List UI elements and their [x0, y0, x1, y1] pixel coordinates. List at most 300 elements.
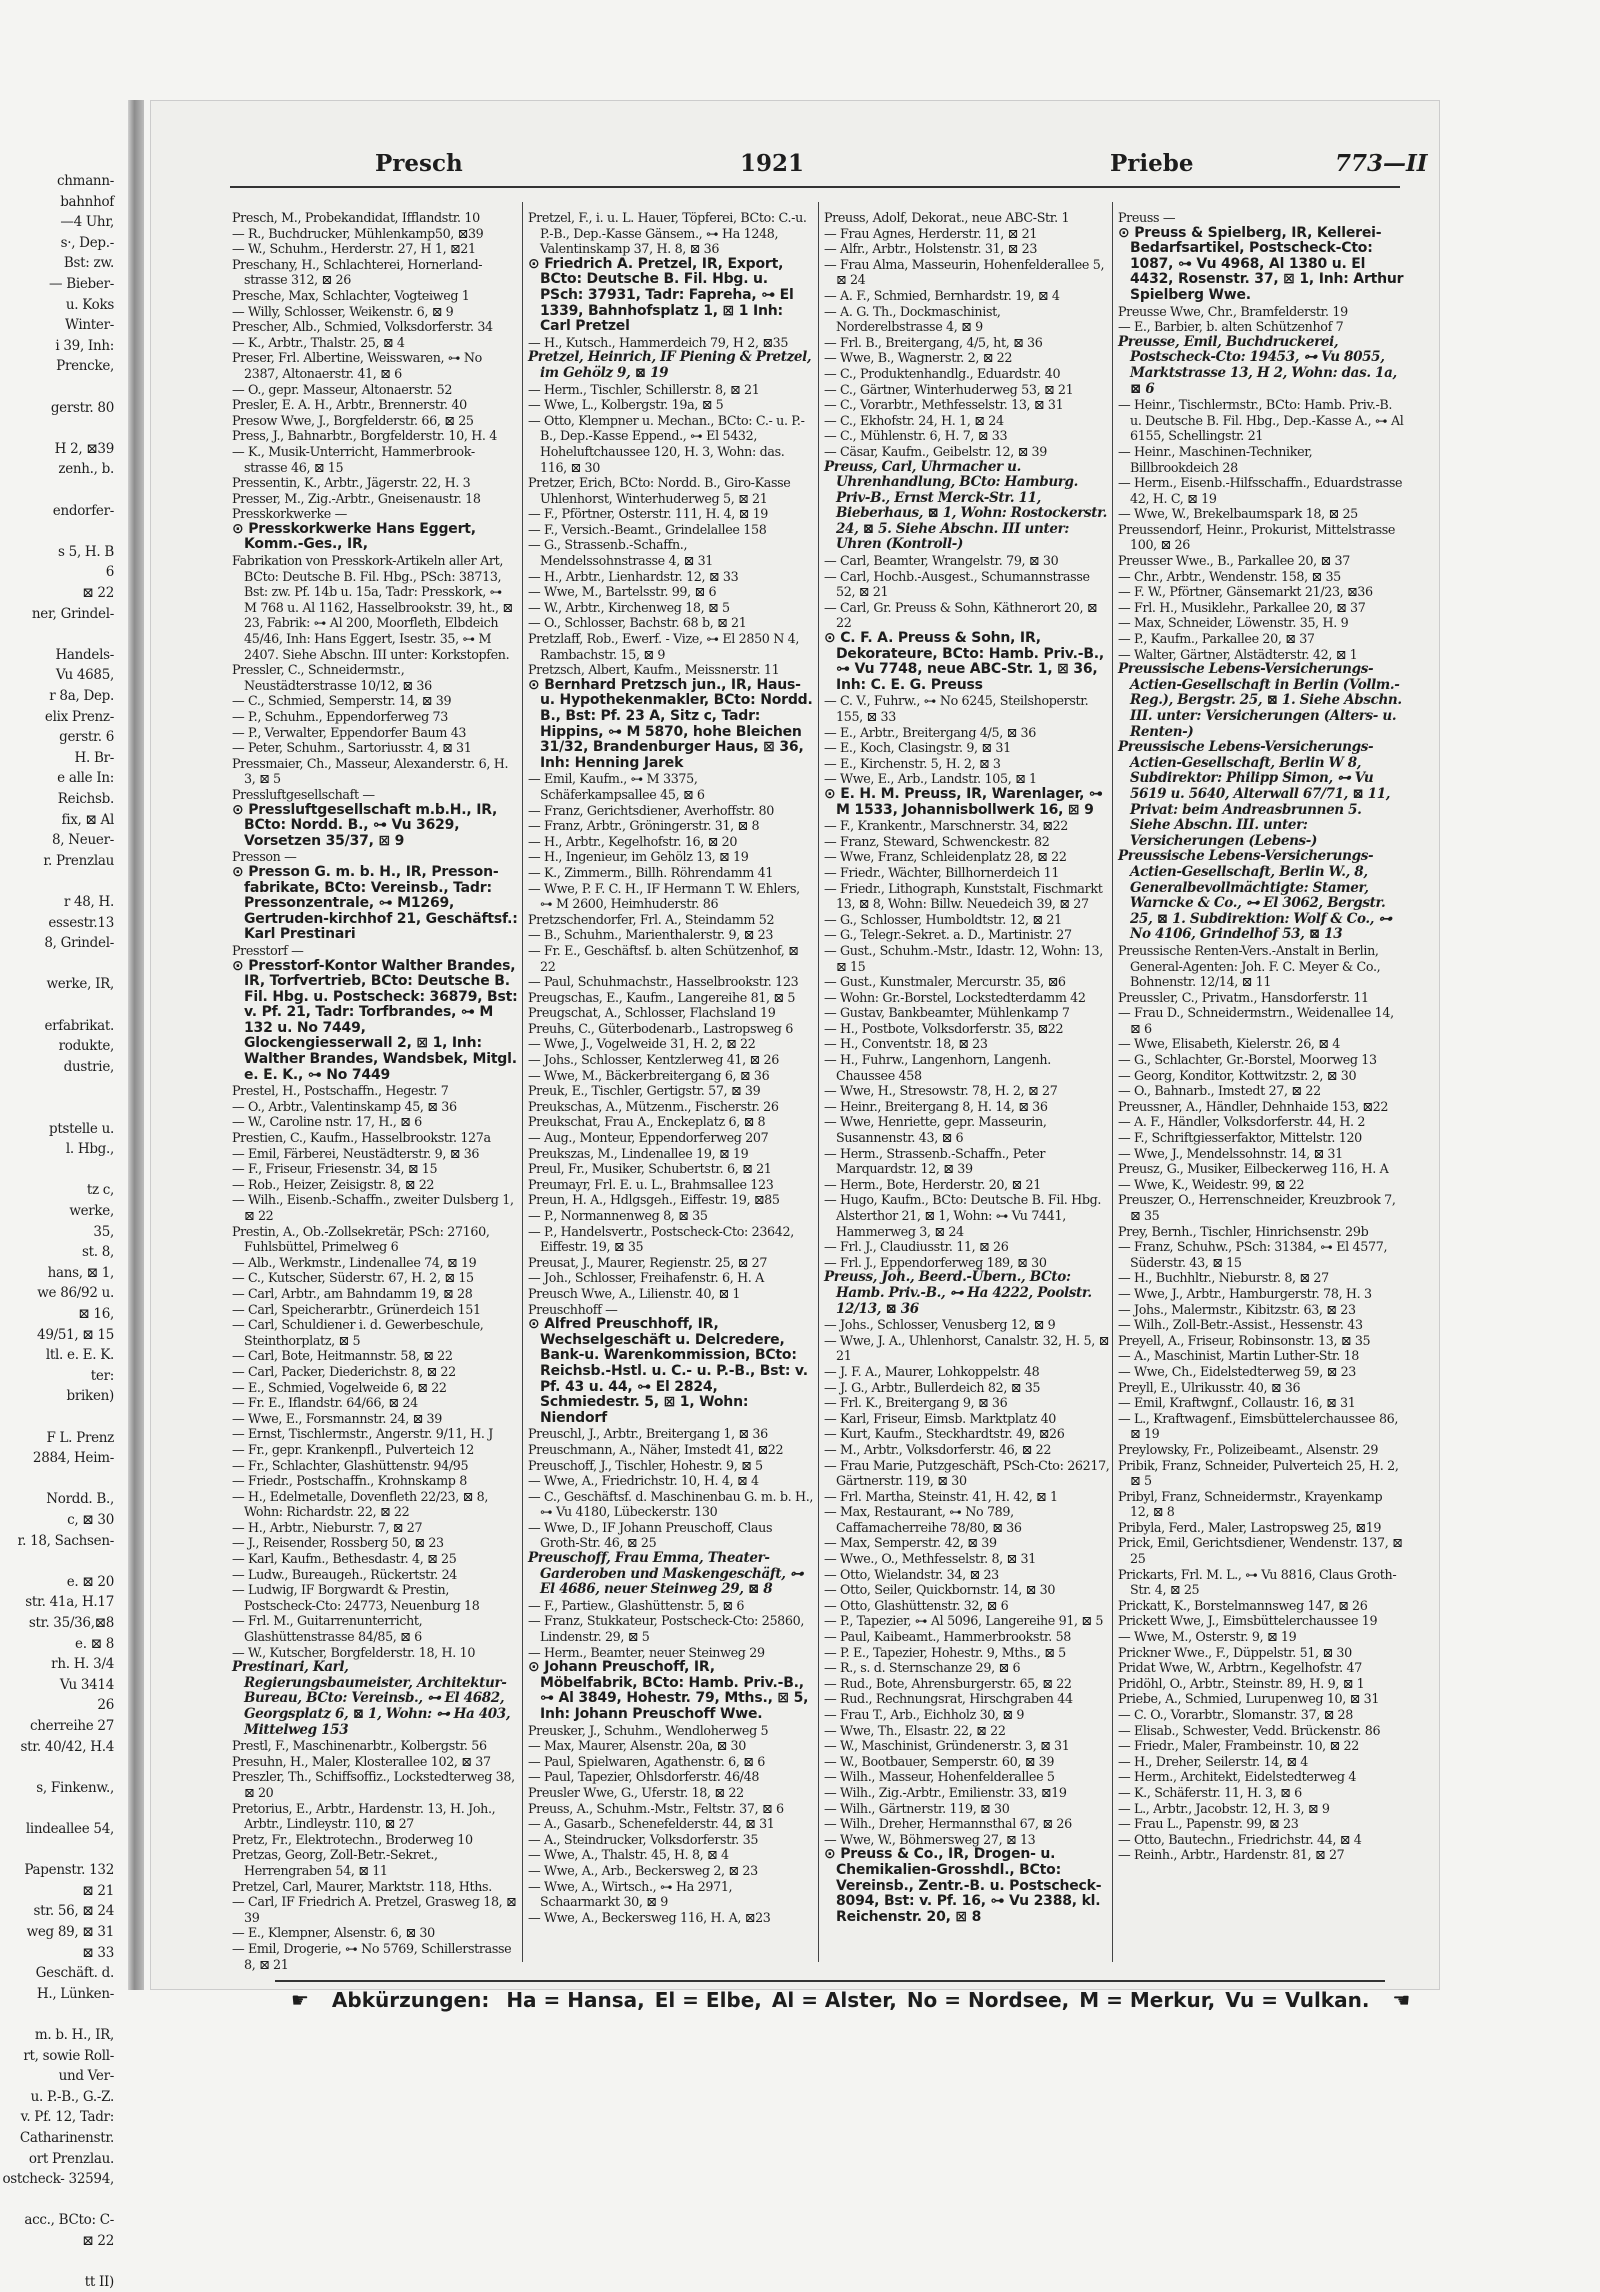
- directory-entry: Pretzer, Erich, BCto: Nordd. B., Giro-Kasse Uhlenhorst, Winterhuderweg 5, ⊠ 21: [528, 475, 791, 506]
- directory-entry: — M., Arbtr., Volksdorferstr. 46, ⊠ 22: [824, 1441, 1052, 1457]
- left-page-text-fragment: str. 56, ⊠ 24: [33, 1903, 114, 1920]
- left-page-text-fragment: cherreihe 27: [29, 1718, 114, 1734]
- directory-entry: — Fr. E., Geschäftsf. b. alten Schützenhof, ⊠ 22: [528, 942, 799, 974]
- directory-entry: Preukschat, Frau A., Enckeplatz 6, ⊠ 8: [528, 1114, 766, 1130]
- directory-entry: — H., Fuhrw., Langenhorn, Langenh. Chaussee 458: [824, 1052, 1051, 1083]
- directory-entry: — P. E., Tapezier, Hohestr. 9, Mths., ⊠ 5: [824, 1644, 1066, 1660]
- directory-entry: — Rud., Rechnungsrat, Hirschgraben 44: [824, 1691, 1073, 1707]
- directory-entry: — Wwe, K., Weidestr. 99, ⊠ 22: [1118, 1176, 1305, 1192]
- left-page-text-fragment: ner, Grindel-: [31, 605, 114, 622]
- left-page-text-fragment: H., Lünken-: [36, 1985, 114, 2002]
- directory-entry: Preusse Wwe, Chr., Bramfelderstr. 19: [1118, 303, 1348, 319]
- directory-entry: Preussische Renten-Vers.-Anstalt in Berlin, General-Agenten: Joh. F. C. Meyer & Co., Bohnenstr. 12/14, ⊠ 11: [1118, 942, 1381, 990]
- directory-entry: ⊙ Preuss & Spielberg, IR, Kellerei-Bedarfsartikel, Postscheck-Cto: 1087, ⊶ Vu 4968, Al 1380 u. El 4432, Rosenstr. 37, ⊠ 1, Inh: Arthur Spielberg Wwe.: [1118, 224, 1404, 303]
- directory-entry: — Wwe, A., Friedrichstr. 10, H. 4, ⊠ 4: [528, 1473, 759, 1489]
- column-rule: [522, 202, 523, 1962]
- directory-entry: Preuschoff, J., Tischler, Hohestr. 9, ⊠ 5: [528, 1457, 763, 1473]
- abbreviations-label: Abkürzungen:: [331, 1988, 490, 2012]
- directory-entry: — Frl. B., Breitergang, 4/5, ht, ⊠ 36: [824, 334, 1043, 350]
- directory-entry: — Cäsar, Kaufm., Geibelstr. 12, ⊠ 39: [824, 443, 1047, 459]
- directory-entry: Presson —: [232, 849, 297, 865]
- directory-entry: Preugschat, A., Schlosser, Flachsland 19: [528, 1005, 776, 1021]
- directory-entry: — Herm., Tischler, Schillerstr. 8, ⊠ 21: [528, 381, 760, 397]
- directory-entry: ⊙ Preuss & Co., IR, Drogen- u. Chemikalien-Grosshdl., BCto: Vereinsb., Zentr.-B. u. Postscheck- 8094, Bst: v. Pf. 16, ⊶ Vu 2388, kl. Reichenstr. 20, ⊠ 8: [824, 1846, 1102, 1925]
- left-page-text-fragment: Winter-: [65, 317, 114, 334]
- left-page-text-fragment: rt, sowie Roll-: [23, 2047, 114, 2064]
- directory-entry: — G., Schlachter, Gr.-Borstel, Moorweg 13: [1118, 1052, 1377, 1068]
- directory-entry: — J. G., Arbtr., Bullerdeich 82, ⊠ 35: [824, 1379, 1041, 1395]
- directory-entry: — K., Arbtr., Thalstr. 25, ⊠ 4: [232, 334, 405, 350]
- directory-entry: Prestien, C., Kaufm., Hasselbrookstr. 127a: [232, 1130, 491, 1146]
- directory-entry: — H., Arbtr., Lienhardstr. 12, ⊠ 33: [528, 568, 739, 584]
- abbreviation-item: Al = Alster,: [771, 1988, 897, 2012]
- directory-entry: Prickner Wwe., F., Düppelstr. 51, ⊠ 30: [1118, 1644, 1352, 1660]
- directory-entry: ⊙ Alfred Preuschhoff, IR, Wechselgeschäft u. Delcredere, Bank-u. Warenkommission, BCto: Reichsb.-Hstl. u. C.- u. P.-B., Bst: v. Pf. 43 u. 44, ⊶ El 2824, Schmiedestr. 5, ⊠ 1, Wohn: Niendorf: [528, 1316, 808, 1426]
- left-page-text-fragment: elix Prenz-: [44, 708, 114, 725]
- directory-entry: Prescher, Alb., Schmied, Volksdorferstr. 34: [232, 319, 493, 335]
- directory-entry: Preumayr, Frl. E. u. L., Brahmsallee 123: [528, 1176, 774, 1192]
- directory-entry: Preugschas, E., Kaufm., Langereihe 81, ⊠ 5: [528, 989, 796, 1005]
- left-page-text-fragment: e. ⊠ 8: [75, 1635, 114, 1652]
- left-page-text-fragment: ostcheck- 32594,: [2, 2171, 114, 2188]
- header-last-name: Priebe: [1110, 150, 1194, 177]
- directory-entry: — Fr. E., Iflandstr. 64/66, ⊠ 24: [232, 1395, 418, 1411]
- directory-entry: Preuschl, J., Arbtr., Breitergang 1, ⊠ 36: [528, 1426, 768, 1442]
- directory-entry: Presow Wwe, J., Borgfelderstr. 66, ⊠ 25: [232, 412, 474, 428]
- left-page-text-fragment: Geschäft. d.: [35, 1965, 114, 1982]
- header-rule: [230, 186, 1400, 188]
- directory-entry: Pretzschendorfer, Frl. A., Steindamm 52: [528, 911, 775, 927]
- directory-entry: Pretzsch, Albert, Kaufm., Meissnerstr. 11: [528, 662, 780, 678]
- directory-entry: — Johs., Schlosser, Venusberg 12, ⊠ 9: [824, 1317, 1056, 1333]
- directory-entry: — Frl. J., Eppendorferweg 189, ⊠ 30: [824, 1254, 1047, 1270]
- left-page-text-fragment: F L. Prenz: [46, 1429, 114, 1446]
- directory-entry: — Wohn: Gr.-Borstel, Lockstedterdamm 42: [824, 989, 1086, 1005]
- directory-entry: — A., Gasarb., Schenefelderstr. 44, ⊠ 31: [528, 1816, 775, 1832]
- left-page-strip: [0, 100, 120, 2291]
- directory-entry: — Johs., Schlosser, Kentzlerweg 41, ⊠ 26: [528, 1052, 779, 1068]
- running-header: [150, 150, 1440, 184]
- directory-entry: — K., Zimmerm., Billh. Röhrendamm 41: [528, 864, 774, 880]
- directory-entry: — Wilh., Eisenb.-Schaffn., zweiter Dulsberg 1, ⊠ 22: [232, 1192, 514, 1223]
- directory-entry: — F., Versich.-Beamt., Grindelallee 158: [528, 521, 767, 537]
- left-page-text-fragment: s 5, H. B: [58, 543, 114, 560]
- directory-entry: — E., Barbier, b. alten Schützenhof 7: [1118, 319, 1344, 335]
- directory-entry: — E., Kirchenstr. 5, H. 2, ⊠ 3: [824, 755, 1001, 771]
- directory-entry: — Herm., Bote, Herderstr. 20, ⊠ 21: [824, 1176, 1041, 1192]
- left-page-text-fragment: 35,: [93, 1223, 114, 1240]
- directory-entry: Preusker, J., Schuhm., Wendloherweg 5: [528, 1722, 769, 1738]
- directory-entry: — P., Schuhm., Eppendorferweg 73: [232, 709, 448, 724]
- directory-entry: Prick, Emil, Gerichtsdiener, Wendenstr. 137, ⊠ 25: [1118, 1535, 1403, 1567]
- directory-entry: — Carl, Gr. Preuss & Sohn, Käthnerort 20, ⊠ 22: [824, 599, 1098, 631]
- directory-column-3: [824, 210, 1110, 1955]
- directory-entry: — Emil, Kraftwgnf., Collaustr. 16, ⊠ 31: [1118, 1395, 1356, 1411]
- directory-entry: — Frau Agnes, Herderstr. 11, ⊠ 21: [824, 225, 1038, 241]
- directory-entry: Pressluftgesellschaft —: [232, 786, 375, 802]
- directory-entry: — Wwe, D., IF Johann Preuschoff, Claus Groth-Str. 46, ⊠ 25: [528, 1519, 773, 1551]
- directory-entry: — Wwe, A., Beckersweg 116, H. A, ⊠23: [528, 1909, 771, 1925]
- directory-entry: — Wilh., Dreher, Hermannsthal 67, ⊠ 26: [824, 1816, 1072, 1832]
- directory-entry: — Carl, Arbtr., am Bahndamm 19, ⊠ 28: [232, 1285, 473, 1301]
- directory-entry: Preusser Wwe., B., Parkallee 20, ⊠ 37: [1118, 553, 1350, 569]
- directory-entry: Presch, M., Probekandidat, Ifflandstr. 10: [232, 210, 480, 225]
- directory-column-1: [232, 210, 518, 1972]
- left-page-text-fragment: c, ⊠ 30: [67, 1512, 114, 1528]
- directory-entry: Preuschhoff —: [528, 1301, 618, 1317]
- directory-entry: — Frau Marie, Putzgeschäft, PSch-Cto: 26217, Gärtnerstr. 119, ⊠ 30: [824, 1457, 1110, 1489]
- directory-entry: — G., Schlosser, Humboldtstr. 12, ⊠ 21: [824, 911, 1062, 927]
- left-page-text-fragment: endorfer-: [52, 502, 114, 519]
- directory-entry: Preuschmann, A., Näher, Imstedt 41, ⊠22: [528, 1441, 784, 1457]
- directory-entry: Prestl, F., Maschinenarbtr., Kolbergstr. 56: [232, 1738, 487, 1754]
- directory-entry: Presuhn, H., Maler, Klosterallee 102, ⊠ 37: [232, 1753, 491, 1769]
- directory-entry: — Herm., Eisenb.-Hilfsschaffn., Eduardstrasse 42, H. C, ⊠ 19: [1118, 475, 1403, 506]
- directory-entry: Preul, Fr., Musiker, Schubertstr. 6, ⊠ 21: [528, 1161, 772, 1177]
- directory-entry: — H., Conventstr. 18, ⊠ 23: [824, 1036, 988, 1052]
- directory-entry: Press, J., Bahnarbtr., Borgfelderstr. 10, H. 4: [232, 428, 498, 444]
- abbreviation-item: Ha = Hansa,: [506, 1988, 645, 2012]
- directory-entry: — Rud., Bote, Ahrensburgerstr. 65, ⊠ 22: [824, 1675, 1072, 1691]
- directory-entry: — F., Friseur, Friesenstr. 34, ⊠ 15: [232, 1161, 438, 1177]
- directory-entry: — Otto, Seiler, Quickbornstr. 14, ⊠ 30: [824, 1582, 1056, 1598]
- directory-entry: Preuss, A., Schuhm.-Mstr., Feltstr. 37, ⊠ 6: [528, 1800, 784, 1816]
- directory-entry: Preszler, Th., Schiffsoffiz., Lockstedterweg 38, ⊠ 20: [232, 1769, 515, 1800]
- directory-entry: — P., Handelsvertr., Postscheck-Cto: 23642, Eiffestr. 19, ⊠ 35: [528, 1223, 794, 1255]
- directory-entry: Preusse, Emil, Buchdruckerei, Postscheck-Cto: 19453, ⊶ Vu 8055, Marktstrasse 13, H 2, Wohn: das. 1a, ⊠ 6: [1118, 333, 1397, 397]
- directory-entry: — W., Schuhm., Herderstr. 27, H 1, ⊠21: [232, 241, 476, 257]
- directory-entry: — Chr., Arbtr., Wendenstr. 158, ⊠ 35: [1118, 568, 1341, 584]
- directory-entry: — Wwe, E., Forsmannstr. 24, ⊠ 39: [232, 1410, 442, 1426]
- directory-entry: — Wwe, Franz, Schleidenplatz 28, ⊠ 22: [824, 849, 1067, 865]
- directory-entry: — H., Arbtr., Kegelhofstr. 16, ⊠ 20: [528, 833, 738, 849]
- left-page-text-fragment: chmann-: [57, 173, 114, 189]
- left-page-text-fragment: ter:: [90, 1367, 114, 1384]
- directory-entry: Pribyla, Ferd., Maler, Lastropsweg 25, ⊠19: [1118, 1519, 1382, 1535]
- directory-entry: ⊙ Pressluftgesellschaft m.b.H., IR, BCto: Nordd. B., ⊶ Vu 3629, Vorsetzen 35/37, ⊠ 9: [232, 801, 498, 849]
- directory-entry: — C., Vorarbtr., Methfesselstr. 13, ⊠ 31: [824, 397, 1064, 413]
- directory-entry: Preuss, Joh., Beerd.-Übern., BCto: Hamb. Priv.-B., ⊶ Ha 4222, Poolstr. 12/13, ⊠ 36: [824, 1269, 1092, 1317]
- directory-entry: — Wwe., O., Methfesselstr. 8, ⊠ 31: [824, 1551, 1036, 1567]
- directory-entry: — Carl, Schuldiener i. d. Gewerbeschule, Steinthorplatz, ⊠ 5: [232, 1317, 484, 1348]
- directory-entry: — Max, Schneider, Löwenstr. 35, H. 9: [1118, 615, 1349, 631]
- left-page-text-fragment: st. 8,: [81, 1244, 114, 1261]
- directory-entry: — Ernst, Tischlermstr., Angerstr. 9/11, H. J: [232, 1426, 493, 1442]
- directory-entry: — Heinr., Tischlermstr., BCto: Hamb. Priv.-B. u. Deutsche B. Fil. Hbg., Dep.-Kasse A., ⊶ Al 6155, Schellingstr. 21: [1118, 397, 1404, 444]
- directory-entry: — Wwe, Henriette, gepr. Masseurin, Susannenstr. 43, ⊠ 6: [824, 1114, 1047, 1146]
- directory-entry: Pridat Wwe, W., Arbtrn., Kegelhofstr. 47: [1118, 1660, 1362, 1676]
- directory-entry: — Fr., gepr. Krankenpfl., Pulverteich 12: [232, 1441, 475, 1457]
- directory-entry: — J., Reisender, Rossberg 50, ⊠ 23: [232, 1535, 444, 1551]
- directory-entry: — Heinr., Maschinen-Techniker, Billbrookdeich 28: [1118, 443, 1313, 475]
- left-page-text-fragment: gerstr. 6: [59, 729, 114, 746]
- directory-entry: — Wwe, J., Mendelssohnstr. 14, ⊠ 31: [1118, 1145, 1343, 1161]
- left-page-text-fragment: str. 35/36,⊠8: [28, 1615, 114, 1631]
- directory-entry: — Franz, Stukkateur, Postscheck-Cto: 25860, Lindenstr. 29, ⊠ 5: [528, 1613, 805, 1645]
- directory-entry: — Reinh., Arbtr., Hardenstr. 81, ⊠ 27: [1118, 1847, 1345, 1863]
- directory-entry: — Wwe, A., Arb., Beckersweg 2, ⊠ 23: [528, 1862, 758, 1878]
- directory-entry: Presche, Max, Schlachter, Vogteiweg 1: [232, 287, 470, 303]
- directory-entry: — P., Verwalter, Eppendorfer Baum 43: [232, 724, 467, 740]
- left-page-text-fragment: rodukte,: [58, 1038, 114, 1055]
- left-page-text-fragment: 2884, Heim-: [32, 1450, 114, 1467]
- directory-entry: — Kurt, Kaufm., Steckhardtstr. 49, ⊠26: [824, 1426, 1065, 1442]
- directory-entry: — C., Kutscher, Süderstr. 67, H. 2, ⊠ 15: [232, 1270, 474, 1286]
- directory-entry: ⊙ Friedrich A. Pretzel, IR, Export, BCto: Deutsche B. Fil. Hbg. u. PSch: 37931, Tadr: Fapreha, ⊶ El 1339, Bahnhofsplatz 1, ⊠ 1 Inh: Carl Pretzel: [528, 255, 794, 335]
- directory-entry: — Herm., Beamter, neuer Steinweg 29: [528, 1644, 765, 1660]
- directory-entry: — Wilh., Zig.-Arbtr., Emilienstr. 33, ⊠19: [824, 1784, 1067, 1800]
- directory-entry: — Wwe, B., Wagnerstr. 2, ⊠ 22: [824, 350, 1013, 366]
- directory-entry: — Fr., Schlachter, Glashüttenstr. 94/95: [232, 1457, 469, 1473]
- left-page-text-fragment: ⊠ 16,: [78, 1306, 114, 1322]
- directory-entry: — K., Musik-Unterricht, Hammerbrook-strasse 46, ⊠ 15: [232, 443, 475, 475]
- directory-entry: — H., Edelmetalle, Dovenfleth 22/23, ⊠ 8, Wohn: Richardstr. 22, ⊠ 22: [232, 1488, 488, 1520]
- directory-entry: — Carl, Packer, Diederichstr. 8, ⊠ 22: [232, 1363, 456, 1379]
- left-page-text-fragment: briken): [66, 1388, 114, 1405]
- directory-entry: Preuk, E., Tischler, Gertigstr. 57, ⊠ 39: [528, 1083, 761, 1099]
- directory-entry: Pribik, Franz, Schneider, Pulverteich 25, H. 2, ⊠ 5: [1118, 1457, 1399, 1489]
- left-page-text-fragment: Vu 3414: [59, 1676, 114, 1693]
- directory-entry: Pretzlaff, Rob., Ewerf. - Vize, ⊶ El 2850 N 4, Rambachstr. 15, ⊠ 9: [528, 631, 800, 662]
- directory-entry: — Max, Semperstr. 42, ⊠ 39: [824, 1535, 997, 1551]
- directory-entry: — R., Buchdrucker, Mühlenkamp50, ⊠39: [232, 225, 484, 241]
- directory-entry: Preusler Wwe, G., Uferstr. 18, ⊠ 22: [528, 1784, 744, 1800]
- directory-entry: Presser, M., Zig.-Arbtr., Gneisenaustr. 18: [232, 490, 481, 506]
- directory-entry: — P., Normannenweg 8, ⊠ 35: [528, 1208, 708, 1223]
- directory-entry: — A. G. Th., Dockmaschinist, Norderelbstrasse 4, ⊠ 9: [824, 303, 1001, 335]
- left-page-text-fragment: hans, ⊠ 1,: [47, 1264, 114, 1281]
- directory-entry: — H., Postbote, Volksdorferstr. 35, ⊠22: [824, 1020, 1064, 1036]
- directory-entry: Pressentin, K., Arbtr., Jägerstr. 22, H. 3: [232, 475, 471, 491]
- directory-entry: — Friedr., Postschaffn., Krohnskamp 8: [232, 1473, 467, 1489]
- directory-entry: — Frl. Martha, Steinstr. 41, H. 42, ⊠ 1: [824, 1488, 1058, 1504]
- directory-entry: Pretzel, Carl, Maurer, Marktstr. 118, Hths.: [232, 1878, 492, 1894]
- directory-entry: — W., Maschinist, Gründenerstr. 3, ⊠ 31: [824, 1738, 1070, 1754]
- directory-entry: — Alfr., Arbtr., Holstenstr. 31, ⊠ 23: [824, 241, 1038, 257]
- directory-entry: — Friedr., Lithograph, Kunststalt, Fischmarkt 13, ⊠ 8, Wohn: Billw. Neuedeich 39, ⊠ 27: [824, 880, 1103, 912]
- directory-entry: — E., Koch, Clasingstr. 9, ⊠ 31: [824, 740, 1011, 756]
- directory-entry: — Paul, Schuhmachstr., Hasselbrookstr. 123: [528, 974, 799, 990]
- directory-entry: — J. F. A., Maurer, Lohkoppelstr. 48: [824, 1363, 1040, 1379]
- directory-entry: — C., Mühlenstr. 6, H. 7, ⊠ 33: [824, 428, 1008, 444]
- left-page-text-fragment: Catharinenstr.: [19, 2130, 114, 2146]
- directory-entry: — F. W., Pförtner, Gänsemarkt 21/23, ⊠36: [1118, 584, 1373, 600]
- book-gutter: [128, 100, 144, 1990]
- left-page-text-fragment: — Bieber-: [49, 276, 114, 292]
- directory-entry: — Rob., Heizer, Zeisigstr. 8, ⊠ 22: [232, 1176, 435, 1192]
- directory-entry: — F., Partiew., Glashüttenstr. 5, ⊠ 6: [528, 1597, 745, 1613]
- directory-entry: — Franz, Steward, Schwenckestr. 82: [824, 833, 1050, 849]
- header-year: 1921: [740, 150, 805, 177]
- directory-entry: Preusch Wwe, A., Lilienstr. 40, ⊠ 1: [528, 1285, 741, 1301]
- pointing-hand-icon: ☛: [291, 1988, 309, 2012]
- directory-entry: — Emil, Kaufm., ⊶ M 3375, Schäferkampsallee 45, ⊠ 6: [528, 771, 705, 802]
- directory-entry: Preussische Lebens-Versicherungs-Actien-Gesellschaft, Berlin W 8, Subdirektor: Philipp Simon, ⊶ Vu 5619 u. 5640, Alterwall 67/71, ⊠ 11, Privat: beim Andreasbrunnen 5. Siehe Abschn. III. unter: Versicherungen (Lebens-): [1118, 739, 1391, 849]
- left-page-text-fragment: ltl. e. E. K.: [45, 1347, 114, 1364]
- column-rule: [818, 202, 819, 1962]
- directory-entry: — Emil, Färberei, Neustädterstr. 9, ⊠ 36: [232, 1145, 480, 1161]
- directory-entry: — Paul, Kaibeamt., Hammerbrookstr. 58: [824, 1629, 1072, 1645]
- left-page-text-fragment: 8, Neuer-: [52, 832, 114, 849]
- left-page-text-fragment: ⊠ 33: [82, 1944, 114, 1961]
- directory-entry: — Wwe, M., Osterstr. 9, ⊠ 19: [1118, 1629, 1297, 1645]
- directory-entry: ⊙ Bernhard Pretzsch jun., IR, Haus- u. Hypothekenmakler, BCto: Nordd. B., Bst: Pf. 23 A, Sitz c, Tadr: Hippins, ⊶ M 5870, hohe Bleichen 31/32, Brandenburger Haus, ⊠ 36, Inh: Henning Jarek: [528, 676, 813, 771]
- left-page-text-fragment: r. 18, Sachsen-: [17, 1532, 114, 1549]
- directory-entry: Pridöhl, O., Arbtr., Steinstr. 89, H. 9, ⊠ 1: [1118, 1675, 1365, 1691]
- directory-entry: ⊙ Presstorf-Kontor Walther Brandes, IR, Torfvertrieb, BCto: Deutsche B. Fil. Hbg. u. Postscheck: 36879, Bst: v. Pf. 21, Tadr: Torfbrandes, ⊶ M 132 u. No 7449, Glockengiesserwall 2, ⊠ 1, Inh: Walther Brandes, Wandsbek, Mitgl. e. E. K., ⊶ No 7449: [232, 957, 518, 1083]
- left-page-text-fragment: r 48, H.: [63, 894, 114, 910]
- left-page-text-fragment: 6: [105, 564, 114, 581]
- directory-entry: Preuschoff, Frau Emma, Theater-Garderoben und Maskengeschäft, ⊶ El 4686, neuer Steinweg 29, ⊠ 8: [528, 1550, 804, 1598]
- directory-entry: — W., Kutscher, Borgfelderstr. 18, H. 10: [232, 1644, 476, 1660]
- left-page-text-fragment: 26: [97, 1697, 114, 1714]
- left-page-text-fragment: we 86/92 u.: [37, 1285, 114, 1302]
- directory-entry: — Gustav, Bankbeamter, Mühlenkamp 7: [824, 1005, 1070, 1021]
- left-page-text-fragment: weg 89, ⊠ 31: [26, 1924, 114, 1940]
- directory-entry: — Peter, Schuhm., Sartoriusstr. 4, ⊠ 31: [232, 740, 472, 756]
- directory-entry: Preuss, Adolf, Dekorat., neue ABC-Str. 1: [824, 210, 1070, 225]
- directory-entry: — Frl. J., Claudiusstr. 11, ⊠ 26: [824, 1239, 1009, 1255]
- directory-entry: — Franz, Schuhw., PSch: 31384, ⊶ El 4577, Süderstr. 43, ⊠ 15: [1118, 1239, 1388, 1270]
- left-page-text-fragment: Papenstr. 132: [24, 1862, 114, 1879]
- directory-entry: — Wwe, L., Kolbergstr. 19a, ⊠ 5: [528, 397, 724, 413]
- directory-entry: — Gust., Kunstmaler, Mercurstr. 35, ⊠6: [824, 974, 1066, 990]
- directory-entry: — E., Schmied, Vogelweide 6, ⊠ 22: [232, 1379, 447, 1395]
- left-page-text-fragment: str. 40/42, H.4: [20, 1738, 114, 1755]
- abbreviations-footer: [275, 1980, 1411, 2018]
- directory-entry: — Wwe, W., Brekelbaumspark 18, ⊠ 25: [1118, 506, 1358, 522]
- directory-entry: Preun, H. A., Hdlgsgeh., Eiffestr. 19, ⊠85: [528, 1192, 780, 1208]
- directory-entry: Preukschas, A., Mützenm., Fischerstr. 26: [528, 1098, 779, 1114]
- left-page-text-fragment: lindeallee 54,: [25, 1821, 114, 1837]
- directory-entry: — Herm., Strassenb.-Schaffn., Peter Marquardstr. 12, ⊠ 39: [824, 1145, 1046, 1177]
- directory-entry: Preussische Lebens-Versicherungs-Actien-Gesellschaft in Berlin (Vollm.-Reg.), Bergstr. 25, ⊠ 1. Siehe Abschn. III. unter: Versicherungen (Alters- u. Renten-): [1118, 661, 1402, 740]
- directory-entry: — K., Schäferstr. 11, H. 3, ⊠ 6: [1118, 1784, 1302, 1800]
- directory-entry: — Wwe, E., Arb., Landstr. 105, ⊠ 1: [824, 771, 1037, 787]
- directory-entry: ⊙ E. H. M. Preuss, IR, Warenlager, ⊶ M 1533, Johannisbollwerk 16, ⊠ 9: [824, 785, 1103, 818]
- left-page-text-fragment: ⊠ 22: [82, 2233, 114, 2249]
- directory-entry: — Elisab., Schwester, Vedd. Brückenstr. 86: [1118, 1722, 1381, 1738]
- directory-entry: — Otto, Wielandstr. 34, ⊠ 23: [824, 1566, 999, 1582]
- directory-entry: — Alb., Werkmstr., Lindenallee 74, ⊠ 19: [232, 1254, 477, 1270]
- directory-entry: — Joh., Schlosser, Freihafenstr. 6, H. A: [528, 1270, 764, 1286]
- directory-entry: Prickarts, Frl. M. L., ⊶ Vu 8816, Claus Groth-Str. 4, ⊠ 25: [1118, 1566, 1397, 1598]
- directory-entry: — Otto, Bautechn., Friedrichstr. 44, ⊠ 4: [1118, 1831, 1362, 1847]
- directory-entry: — Wilh., Zoll-Betr.-Assist., Hessenstr. 43: [1118, 1317, 1363, 1333]
- directory-entry: Pretzas, Georg, Zoll-Betr.-Sekret., Herrengraben 54, ⊠ 11: [232, 1847, 438, 1878]
- directory-entry: — Carl, IF Friedrich A. Pretzel, Grasweg 18, ⊠ 39: [232, 1894, 517, 1925]
- directory-entry: — H., Dreher, Seilerstr. 14, ⊠ 4: [1118, 1753, 1309, 1769]
- directory-entry: — C. V., Fuhrw., ⊶ No 6245, Steilshoperstr. 155, ⊠ 33: [824, 693, 1089, 724]
- left-page-text-fragment: tt II): [84, 2274, 114, 2291]
- directory-entry: — Herm., Architekt, Eidelstedterweg 4: [1118, 1769, 1357, 1785]
- left-page-text-fragment: gerstr. 80: [50, 399, 114, 416]
- directory-entry: — Max, Maurer, Alsenstr. 20a, ⊠ 30: [528, 1738, 746, 1754]
- abbreviation-item: No = Nordsee,: [906, 1988, 1070, 2012]
- abbreviations-list: [496, 1988, 1369, 2012]
- directory-entry: Pretz, Fr., Elektrotechn., Broderweg 10: [232, 1831, 473, 1847]
- directory-entry: — C. O., Vorarbtr., Slomanstr. 37, ⊠ 28: [1118, 1707, 1353, 1722]
- directory-entry: — Hugo, Kaufm., BCto: Deutsche B. Fil. Hbg. Alsterthor 21, ⊠ 1, Wohn: ⊶ Vu 7441, Hammerweg 3, ⊠ 24: [824, 1192, 1102, 1239]
- column-rule: [1112, 202, 1113, 1962]
- directory-entry: — W., Arbtr., Kirchenweg 18, ⊠ 5: [528, 599, 730, 615]
- directory-entry: Preyll, E., Ulrikusstr. 40, ⊠ 36: [1118, 1379, 1301, 1395]
- directory-entry: — Franz, Gerichtsdiener, Averhoffstr. 80: [528, 802, 774, 818]
- left-page-text-fragment: acc., BCto: C-: [24, 2212, 114, 2229]
- left-page-text-fragment: s, Finkenw.,: [36, 1779, 114, 1796]
- directory-entry: Preukszas, M., Lindenallee 19, ⊠ 19: [528, 1145, 749, 1161]
- directory-entry: — Wwe, Th., Elsastr. 22, ⊠ 22: [824, 1722, 1006, 1738]
- directory-entry: — Georg, Konditor, Kottwitzstr. 2, ⊠ 30: [1118, 1067, 1357, 1083]
- directory-entry: — Gust., Schuhm.-Mstr., Idastr. 12, Wohn: 13, ⊠ 15: [824, 942, 1103, 974]
- directory-entry: — C., Geschäftsf. d. Maschinenbau G. m. b. H., ⊶ Vu 4180, Lübeckerstr. 130: [528, 1488, 814, 1520]
- directory-entry: — L., Kraftwagenf., Eimsbüttelerchaussee 86, ⊠ 19: [1118, 1410, 1399, 1442]
- header-first-name: Presch: [375, 150, 463, 177]
- left-page-text-fragment: e alle In:: [57, 770, 114, 787]
- directory-entry: — R., s. d. Sternschanze 29, ⊠ 6: [824, 1660, 1021, 1676]
- directory-entry: Pretzel, Heinrich, IF Piening & Pretzel, im Gehölz 9, ⊠ 19: [528, 349, 812, 381]
- directory-entry: — C., Schmied, Semperstr. 14, ⊠ 39: [232, 693, 452, 709]
- directory-entry: — O., Arbtr., Valentinskamp 45, ⊠ 36: [232, 1098, 457, 1114]
- directory-entry: Prestel, H., Postschaffn., Hegestr. 7: [232, 1083, 449, 1099]
- directory-entry: — Wwe, W., Böhmersweg 27, ⊠ 13: [824, 1831, 1036, 1847]
- left-page-text-fragment: bahnhof: [60, 193, 114, 210]
- left-page-text-fragment: H. Br-: [74, 749, 114, 766]
- directory-entry: ⊙ Presson G. m. b. H., IR, Presson-fabrikate, BCto: Vereinsb., Tadr: Pressonzentrale, ⊶ M1269, Gertruden-kirchhof 21, Geschäftsf.: Karl Prestinari: [232, 863, 518, 943]
- left-page-text-fragment: tz c,: [86, 1182, 114, 1199]
- directory-entry: — G., Strassenb.-Schaffn., Mendelssohnstrasse 4, ⊠ 31: [528, 537, 714, 569]
- directory-entry: — Wwe, Elisabeth, Kielerstr. 26, ⊠ 4: [1118, 1036, 1340, 1052]
- directory-entry: — Otto, Klempner u. Mechan., BCto: C.- u. P.-B., Dep.-Kasse Eppend., ⊶ El 5432, Hoheluftchaussee 120, H. 3, Wohn: das. 116, ⊠ 30: [528, 412, 805, 475]
- left-page-text-fragment: ⊠ 21: [82, 1882, 114, 1899]
- directory-entry: — P., Tapezier, ⊶ Al 5096, Langereihe 91, ⊠ 5: [824, 1613, 1104, 1629]
- left-page-text-fragment: werke, IR,: [46, 976, 114, 993]
- directory-entry: — Frau D., Schneidermstrn., Weidenallee 14, ⊠ 6: [1118, 1005, 1394, 1036]
- left-page-text-fragment: dustrie,: [63, 1058, 114, 1075]
- directory-entry: — A. F., Schmied, Bernhardstr. 19, ⊠ 4: [824, 287, 1060, 303]
- directory-entry: — Wwe, Ch., Eidelstedterweg 59, ⊠ 23: [1118, 1363, 1357, 1379]
- directory-entry: Preusat, J., Maurer, Regienstr. 25, ⊠ 27: [528, 1254, 768, 1270]
- directory-entry: — E., Klempner, Alsenstr. 6, ⊠ 30: [232, 1925, 435, 1941]
- directory-entry: Presler, E. A. H., Arbtr., Brennerstr. 40: [232, 397, 467, 413]
- directory-entry: Prickett Wwe, J., Eimsbüttelerchaussee 19: [1118, 1613, 1378, 1629]
- abbreviation-item: M = Merkur,: [1079, 1988, 1216, 2012]
- left-page-text-fragment: l. Hbg.,: [65, 1141, 114, 1158]
- directory-entry: — Karl, Friseur, Eimsb. Marktplatz 40: [824, 1410, 1057, 1426]
- directory-entry: — Wwe, J., Vogelweide 31, H. 2, ⊠ 22: [528, 1036, 756, 1052]
- left-page-text-fragment: 8, Grindel-: [44, 935, 114, 952]
- directory-entry: — Johs., Malermstr., Kibitzstr. 63, ⊠ 23: [1118, 1301, 1356, 1317]
- directory-entry: Presskorkwerke —: [232, 506, 347, 522]
- directory-entry: Preuszer, O., Herrenschneider, Kreuzbrook 7, ⊠ 35: [1118, 1192, 1396, 1223]
- pointing-hand-icon: ☚: [1392, 1988, 1411, 2012]
- directory-entry: — C., Produktenhandlg., Eduardstr. 40: [824, 365, 1061, 381]
- left-page-text-fragment: u. Koks: [65, 296, 114, 313]
- left-page-text-fragment: ⊠ 22: [82, 585, 114, 601]
- directory-entry: Pretzel, F., i. u. L. Hauer, Töpferei, BCto: C.-u. P.-B., Dep.-Kasse Gänsem., ⊶ Ha 1248, Valentinskamp 37, H. 8, ⊠ 36: [528, 210, 807, 257]
- directory-entry: — Ludwig, IF Borgwardt & Prestin, Postscheck-Cto: 24773, Neuenburg 18: [232, 1582, 480, 1613]
- directory-entry: Preusz, G., Musiker, Eilbeckerweg 116, H. A: [1118, 1161, 1389, 1177]
- directory-entry: — H., Kutsch., Hammerdeich 79, H 2, ⊠35: [528, 334, 789, 350]
- directory-entry: — Paul, Tapezier, Ohlsdorferstr. 46/48: [528, 1769, 760, 1785]
- directory-entry: — Wwe, A., Wirtsch., ⊶ Ha 2971, Schaarmarkt 30, ⊠ 9: [528, 1878, 733, 1910]
- left-page-text-fragment: r. Prenzlau: [43, 852, 114, 869]
- directory-entry: ⊙ Johann Preuschoff, IR, Möbelfabrik, BCto: Hamb. Priv.-B., ⊶ Al 3849, Hohestr. 79, Mths., ⊠ 5, Inh: Johann Preuschoff Wwe.: [528, 1659, 809, 1722]
- directory-entry: — Wwe, M., Bartelsstr. 99, ⊠ 6: [528, 584, 717, 600]
- left-page-text-fragment: ptstelle u.: [48, 1120, 114, 1137]
- directory-entry: — W., Caroline nstr. 17, H., ⊠ 6: [232, 1114, 422, 1130]
- directory-entry: — Wilh., Masseur, Hohenfelderallee 5: [824, 1769, 1055, 1785]
